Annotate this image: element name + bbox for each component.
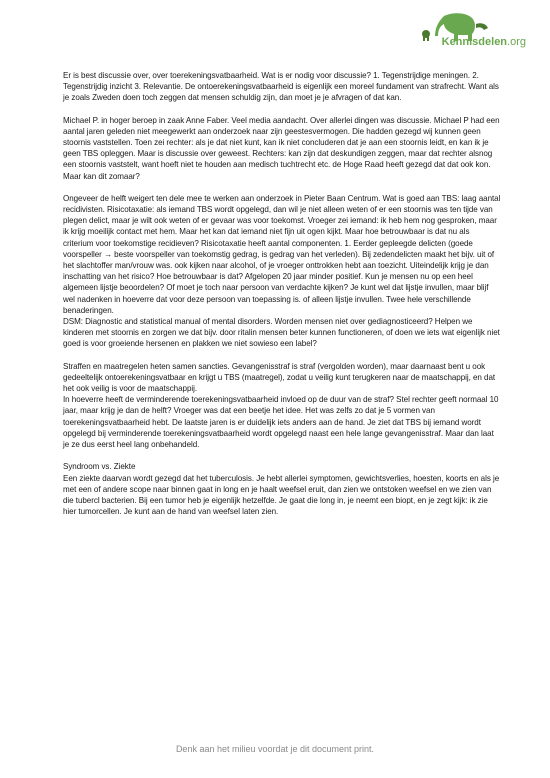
paragraph-syndrome-vs-disease: Syndroom vs. Ziekte Een ziekte daarvan wordt gezegd dat het tuberculosis. Je hebt allerlei symptomen, gewichtsverlies, hoesten, koorts en als je met een of andere scope naar binnen gaat in long en je haalt weefsel eruit, dan zien we ontstoken weefsel en we zien van die tubercl bacterien. Bij een tumor heb je eigenlijk hetzelfde. Je gaat die long in, je neemt een biopt, en je zegt kijk: ik zie hier tumorcellen. Je kunt aan de hand van weefsel laten zien. bbox=[63, 462, 500, 517]
logo-wordmark: Kennisdelen.org bbox=[441, 36, 526, 48]
document-body bbox=[63, 70, 501, 528]
paragraph-discussion: Er is best discussie over, over toerekeningsvatbaarheid. Wat is er nodig voor discussie? 1. Tegenstrijdige meningen. 2. Tegenstrijdig inzicht 3. Relevantie. De ontoerekeningsvatbaarheid is eigenlijk een moreel fundament van strafrecht. Want als je zoals Zweden doen toch zeggen dat mensen schuldig zijn, dan moet je je afvragen of dat kan. bbox=[63, 71, 499, 103]
paragraph-sanctions: Straffen en maatregelen heten samen sancties. Gevangenisstraf is straf (vergolden worden), maar daarnaast bent u ook gedeeltelijk ontoerekeningsvatbaar en krijgt u TBS (maatregel), zodat u veilig kunt terugkeren naar de maatschappij, en dat het ook veilig is voor de maatschappij. In hoeverre heeft de verminderende toerekeningsvatbaarheid invloed op de duur van de straf? Stel rechter geeft normaal 10 jaar, maar krijg je dan de helft? Vroeger was dat een beetje het idee. Het was zelfs zo dat je 5 vormen van toerekeningsvatbaarheid hebt. De laatste jaren is er duidelijk iets anders aan de hand. Je ziet dat TBS bij iemand wordt opgelegd bij verminderende toerekeningsvatbaarheid wordt opgelegd naast een hele lange gevangenisstraf. Maar dan laat je ze dus eerst heel lang onbehandeld. bbox=[63, 361, 499, 450]
kennisdelen-logo[interactable] bbox=[406, 12, 526, 60]
paragraph-michael-p: Michael P. in hoger beroep in zaak Anne Faber. Veel media aandacht. Over allerlei dingen was discussie. Michael P had een aantal jaren geleden niet meegewerkt aan onderzoek naar zijn geestesvermogen. Die hadden gezegd wij kunnen geen stoornis vaststellen. Toen zei rechter: als je dat niet kunt, kan ik niet concluderen dat je aan een stoornis leidt, en kan ik je geen TBS opleggen. Maar is discussie over geweest. Rechters: kan zijn dat deskundigen zeggen, maar dat rechter alsnog een stoornis vaststelt, want hoeft niet te houden aan medisch tuchtrecht etc. de Hoge Raad heeft gezegd dat dat ook kon. Maar kan dit zomaar? bbox=[63, 115, 500, 181]
footer-note: Denk aan het milieu voordat je dit document print. bbox=[175, 744, 375, 754]
paragraph-risk-assessment: Ongeveer de helft weigert ten dele mee te werken aan onderzoek in Pieter Baan Centrum. Wat is goed aan TBS: laag aantal recidivisten. Risicotaxatie: als iemand TBS wordt opgelegd, dan wil je niet alleen weten of er een stoornis was ten tijde van plegen delict, maar je wilt ook weten of er gevaar was voor toekomst. Vroeger zei iemand: ik heb hem nog gesproken, maar ik krijg moeilijk contact met hem. Maar het kan dat iemand niet fijn uit ogen kijkt. Maar hoe betrouwbaar is dat nu als criterium voor toekomstige recidieven? Risicotaxatie heeft aantal componenten. 1. Eerder gepleegde delicten (goede voorspeller → beste voorspeller van toekomstig gedrag, is gedrag van het verleden). Bij zedendelicten maakt het bijv. uit of het slachtoffer man/vrouw was. ook kijken naar alcohol, of je vroeger onttrokken hebt aan toezicht. Uiteindelijk krijg je dan inschatting van het risico? Hoe betrouwbaar is dat? Afgelopen 20 jaar minder positief. Kun je mensen nu op een heel algemeen lijstje beoordelen? Of moet je toch naar persoon van verdachte kijken? Je kunt wel dat lijstje invullen, maar blijf wel nadenken in hoeverre dat voor deze persoon van toepassing is. of alleen lijstje invullen. Twee hele verschillende benaderingen. DSM: Diagnostic and statistical manual of mental disorders. Worden mensen niet over gediagnosticeerd? Helpen we kinderen met stoornis en zorgen we dat bijv. door ritalin mensen beter kunnen functioneren, of doen we iets wat eigenlijk niet goed is voor groeiende hersenen en plakken we niet sowieso een label? bbox=[63, 193, 501, 349]
